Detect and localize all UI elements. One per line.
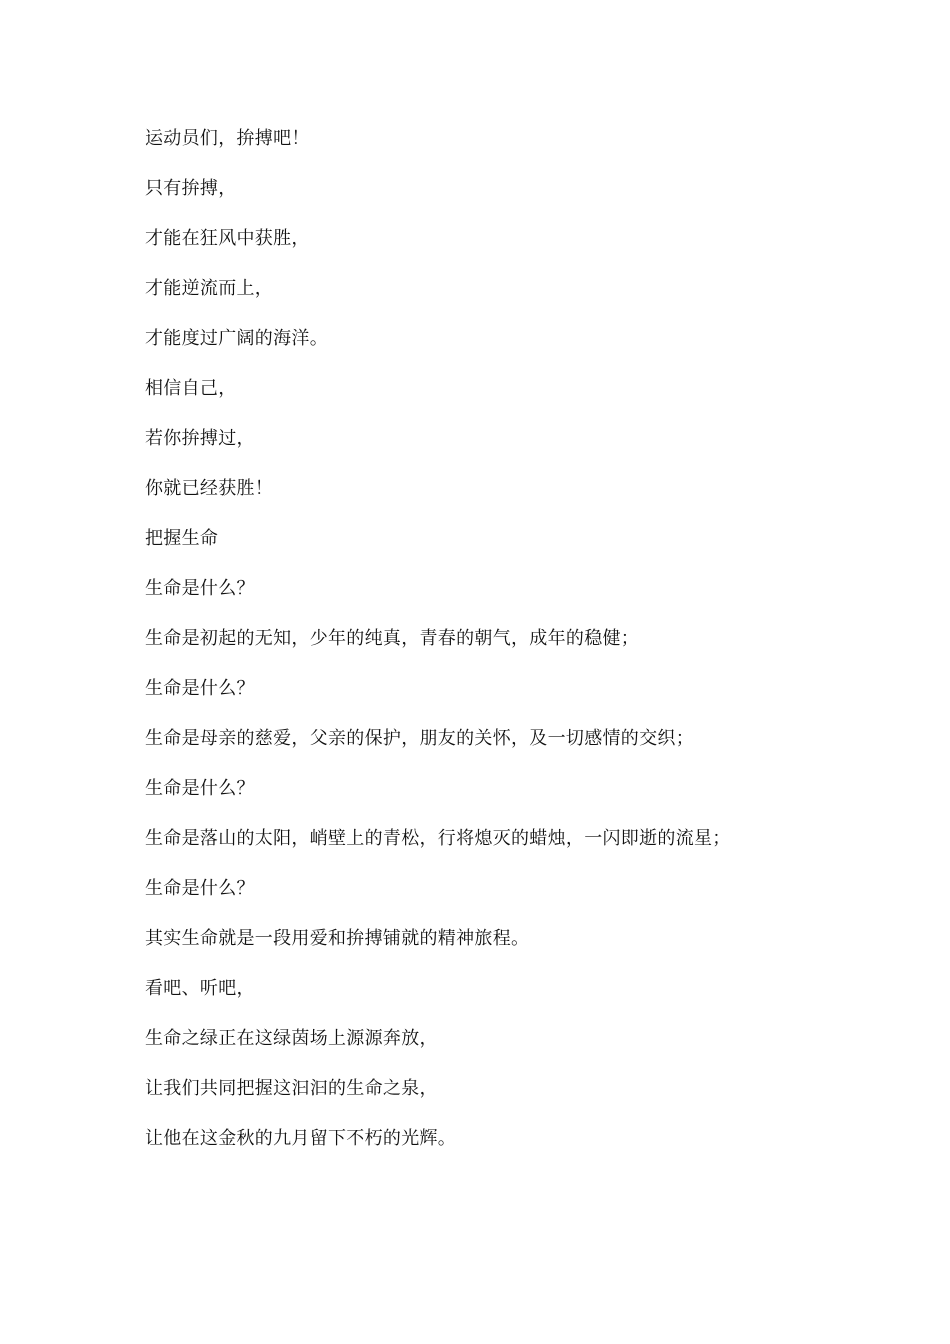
text-line: 生命是什么？ xyxy=(145,878,255,899)
text-line: 生命是什么？ xyxy=(145,778,255,799)
text-line: 让他在这金秋的九月留下不朽的光辉。 xyxy=(145,1128,457,1149)
section-title: 把握生命 xyxy=(145,528,219,549)
text-line: 生命是初起的无知，少年的纯真，青春的朝气，成年的稳健； xyxy=(145,628,640,649)
text-line: 才能逆流而上， xyxy=(145,278,274,299)
text-line: 生命是母亲的慈爱，父亲的保护，朋友的关怀，及一切感情的交织； xyxy=(145,728,694,749)
text-line: 其实生命就是一段用爱和拚搏铺就的精神旅程。 xyxy=(145,928,530,949)
text-line: 才能在狂风中获胜， xyxy=(145,228,310,249)
text-line: 你就已经获胜！ xyxy=(145,478,274,499)
text-line: 生命是什么？ xyxy=(145,678,255,699)
text-line: 相信自己， xyxy=(145,378,237,399)
document-body xyxy=(145,125,905,1175)
text-line: 只有拚搏， xyxy=(145,178,237,199)
text-line: 才能度过广阔的海洋。 xyxy=(145,328,328,349)
text-line: 看吧、听吧， xyxy=(145,978,255,999)
text-line: 运动员们，拚搏吧！ xyxy=(145,128,310,149)
text-line: 生命是什么？ xyxy=(145,578,255,599)
text-line: 若你拚搏过， xyxy=(145,428,255,449)
text-line: 生命是落山的太阳，峭壁上的青松，行将熄灭的蜡烛，一闪即逝的流星； xyxy=(145,828,731,849)
text-line: 生命之绿正在这绿茵场上源源奔放， xyxy=(145,1028,438,1049)
text-line: 让我们共同把握这汩汩的生命之泉， xyxy=(145,1078,438,1099)
